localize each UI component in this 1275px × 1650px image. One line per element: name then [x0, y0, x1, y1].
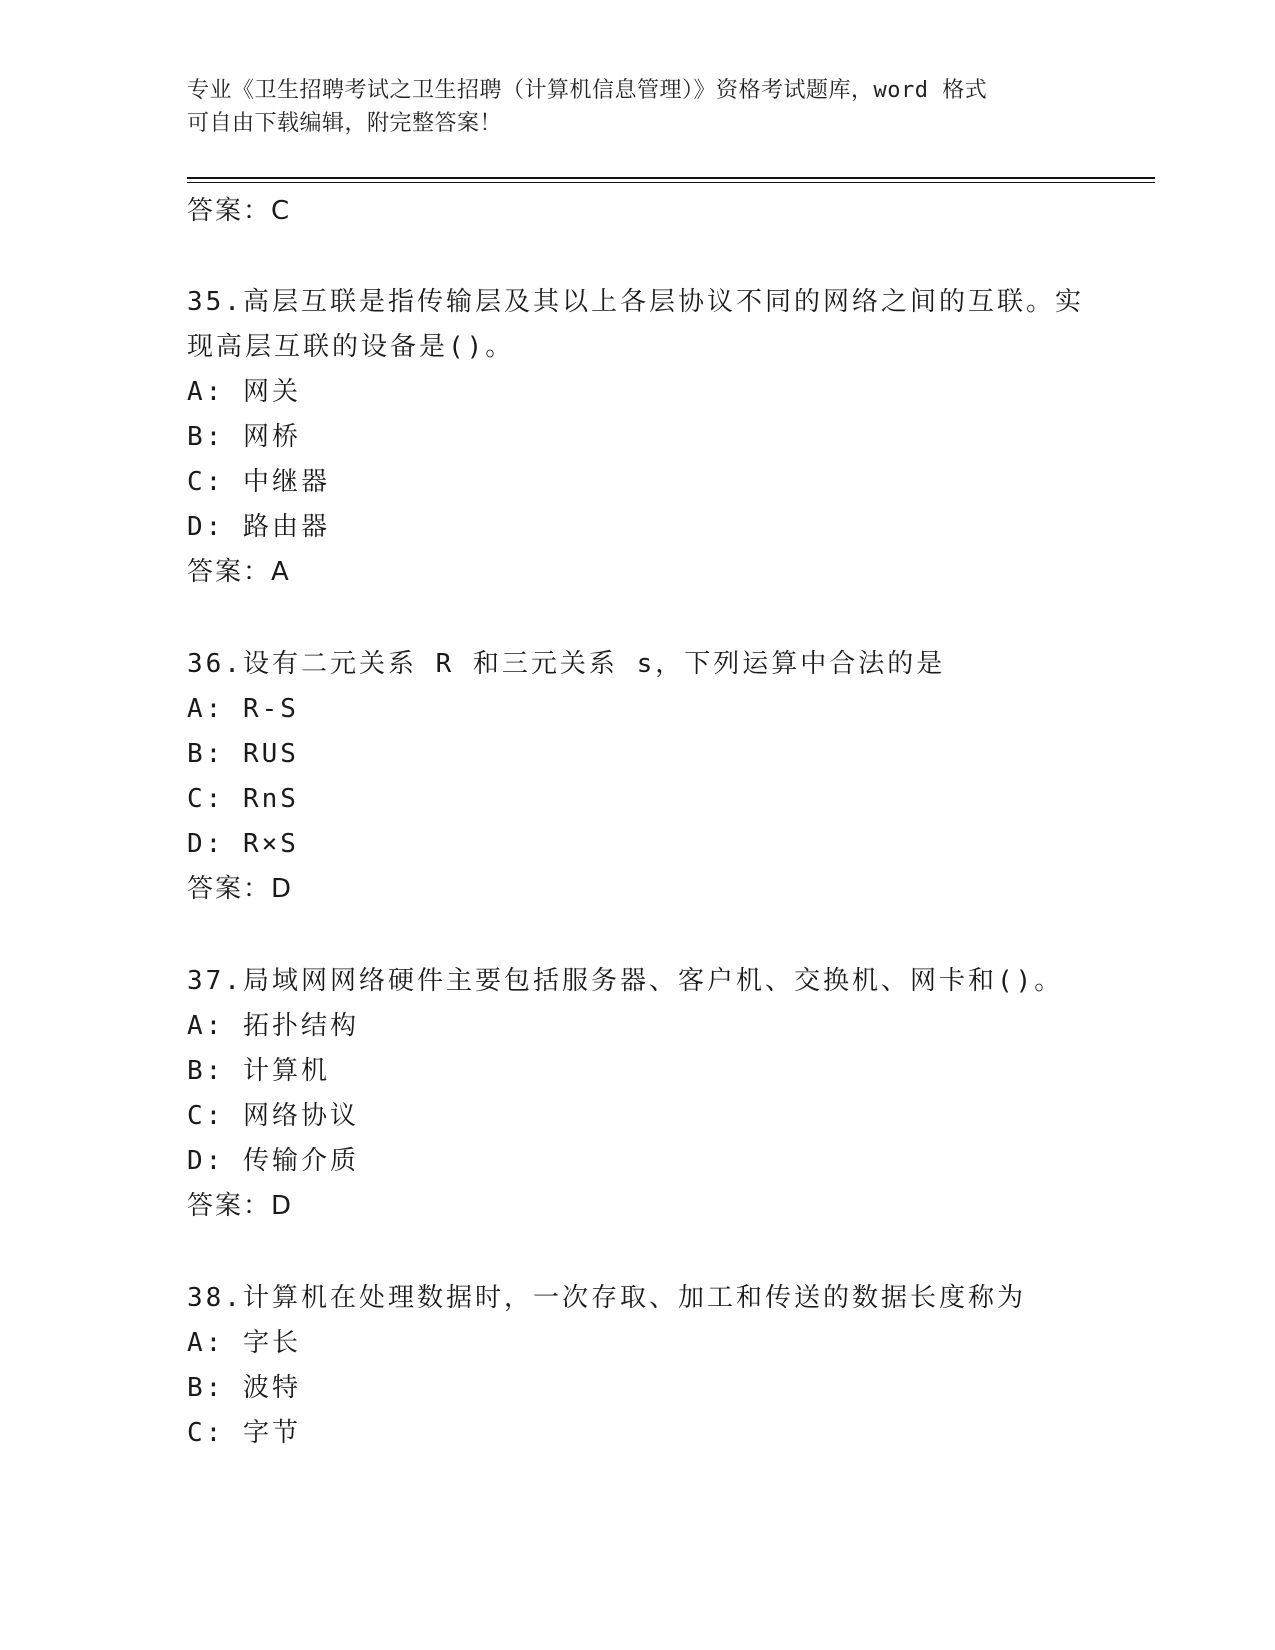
- question-36: [187, 642, 1087, 912]
- option-b: B: RUS: [187, 739, 299, 769]
- question-37: [187, 959, 1087, 1229]
- header-line-1: 专业《卫生招聘考试之卫生招聘（计算机信息管理）》资格考试题库，word 格式: [187, 78, 988, 103]
- header-divider-thick: [187, 177, 1155, 179]
- previous-answer: 答案：C: [187, 196, 292, 226]
- option-c: C: RnS: [187, 784, 299, 814]
- question-stem: 36.设有二元关系 R 和三元关系 s，下列运算中合法的是: [187, 649, 946, 679]
- header-line-2: 可自由下载编辑，附完整答案！: [187, 111, 503, 136]
- option-a: A: 字长: [187, 1328, 301, 1358]
- option-a: A: R-S: [187, 694, 299, 724]
- option-c: C: 中继器: [187, 467, 330, 497]
- option-b: B: 波特: [187, 1373, 301, 1403]
- question-38: [187, 1276, 1087, 1456]
- option-d: D: R×S: [187, 829, 299, 859]
- question-stem: 38.计算机在处理数据时，一次存取、加工和传送的数据长度称为: [187, 1283, 1026, 1313]
- question-35: [187, 280, 1087, 595]
- answer: 答案：D: [187, 1191, 294, 1221]
- option-b: B: 网桥: [187, 422, 301, 452]
- option-a: A: 网关: [187, 377, 301, 407]
- option-d: D: 传输介质: [187, 1146, 359, 1176]
- question-stem: 现高层互联的设备是()。: [187, 332, 515, 362]
- answer: 答案：D: [187, 874, 294, 904]
- question-list: [187, 189, 1087, 1456]
- option-a: A: 拓扑结构: [187, 1011, 359, 1041]
- header-divider-thin: [187, 182, 1155, 183]
- document-header: [187, 74, 1087, 140]
- option-c: C: 字节: [187, 1418, 301, 1448]
- answer: 答案：A: [187, 557, 291, 587]
- question-stem: 37.局域网网络硬件主要包括服务器、客户机、交换机、网卡和()。: [187, 966, 1064, 996]
- option-c: C: 网络协议: [187, 1101, 359, 1131]
- option-b: B: 计算机: [187, 1056, 330, 1086]
- option-d: D: 路由器: [187, 512, 330, 542]
- question-stem: 35.高层互联是指传输层及其以上各层协议不同的网络之间的互联。实: [187, 287, 1084, 317]
